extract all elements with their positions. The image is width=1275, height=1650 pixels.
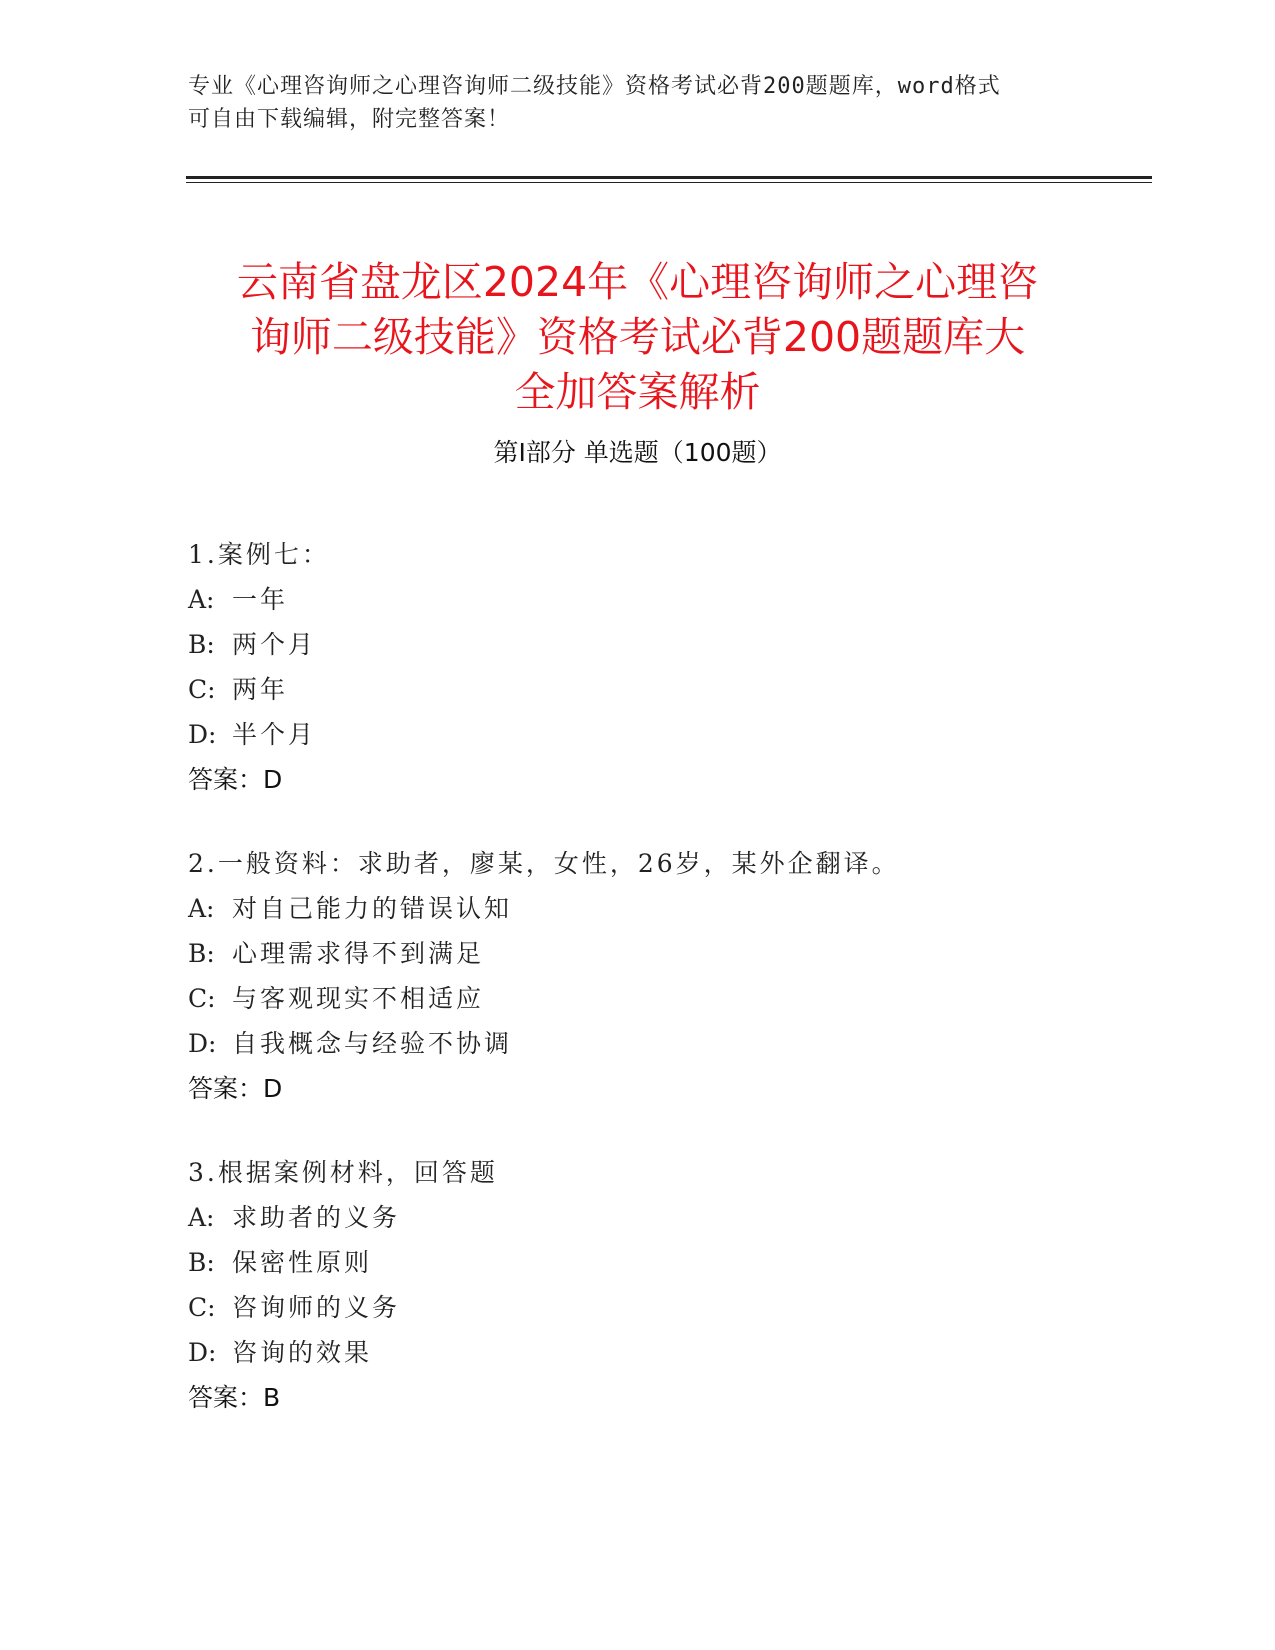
option-key: A:	[188, 585, 215, 614]
document-title-line-3: 全加答案解析	[514, 368, 761, 417]
option-key: B:	[188, 1248, 215, 1277]
question-list	[188, 532, 1138, 1459]
option-text: 两年	[232, 675, 289, 704]
option-key: C:	[188, 675, 216, 704]
option-text: 一年	[232, 585, 289, 614]
option-c	[188, 1285, 1138, 1330]
option-key: C:	[188, 1293, 216, 1322]
option-text: 两个月	[232, 630, 317, 659]
header-note-line-1: 专业《心理咨询师之心理咨询师二级技能》资格考试必背200题题库，word格式	[188, 74, 1001, 99]
option-text: 半个月	[232, 720, 317, 749]
option-a	[188, 577, 1138, 622]
option-b	[188, 931, 1138, 976]
option-d	[188, 1021, 1138, 1066]
question-stem: 2.一般资料：求助者，廖某，女性，26岁，某外企翻译。	[188, 849, 900, 878]
option-key: D:	[188, 1029, 217, 1058]
document-title-line-2: 询师二级技能》资格考试必背200题题库大	[249, 313, 1026, 362]
answer-line: 答案：B	[188, 1383, 281, 1412]
header-divider-thin	[186, 182, 1152, 183]
option-d	[188, 712, 1138, 757]
option-d	[188, 1330, 1138, 1375]
document-title	[150, 255, 1125, 420]
option-text: 咨询师的义务	[232, 1293, 401, 1322]
question-item	[188, 1150, 1138, 1420]
option-b	[188, 1240, 1138, 1285]
option-key: C:	[188, 984, 216, 1013]
option-text: 保密性原则	[232, 1248, 373, 1277]
header-divider-thick	[186, 176, 1152, 179]
option-key: D:	[188, 720, 217, 749]
question-stem: 3.根据案例材料，回答题	[188, 1158, 498, 1187]
section-heading: 第Ⅰ部分 单选题（100题）	[493, 438, 782, 467]
option-text: 对自己能力的错误认知	[232, 894, 513, 923]
question-item	[188, 532, 1138, 802]
option-key: B:	[188, 630, 215, 659]
question-item	[188, 841, 1138, 1111]
option-key: D:	[188, 1338, 217, 1367]
option-c	[188, 976, 1138, 1021]
option-a	[188, 886, 1138, 931]
option-text: 与客观现实不相适应	[232, 984, 485, 1013]
option-text: 求助者的义务	[232, 1203, 401, 1232]
option-text: 心理需求得不到满足	[232, 939, 485, 968]
option-text: 咨询的效果	[232, 1338, 373, 1367]
option-key: A:	[188, 894, 215, 923]
document-title-line-1: 云南省盘龙区2024年《心理咨询师之心理咨	[236, 258, 1039, 307]
question-stem: 1.案例七：	[188, 540, 330, 569]
answer-line: 答案：D	[188, 1074, 283, 1103]
option-b	[188, 622, 1138, 667]
answer-line: 答案：D	[188, 765, 283, 794]
header-note	[188, 70, 1088, 136]
header-note-line-2: 可自由下载编辑，附完整答案！	[188, 107, 511, 132]
option-c	[188, 667, 1138, 712]
option-key: B:	[188, 939, 215, 968]
option-a	[188, 1195, 1138, 1240]
option-text: 自我概念与经验不协调	[232, 1029, 513, 1058]
option-key: A:	[188, 1203, 215, 1232]
